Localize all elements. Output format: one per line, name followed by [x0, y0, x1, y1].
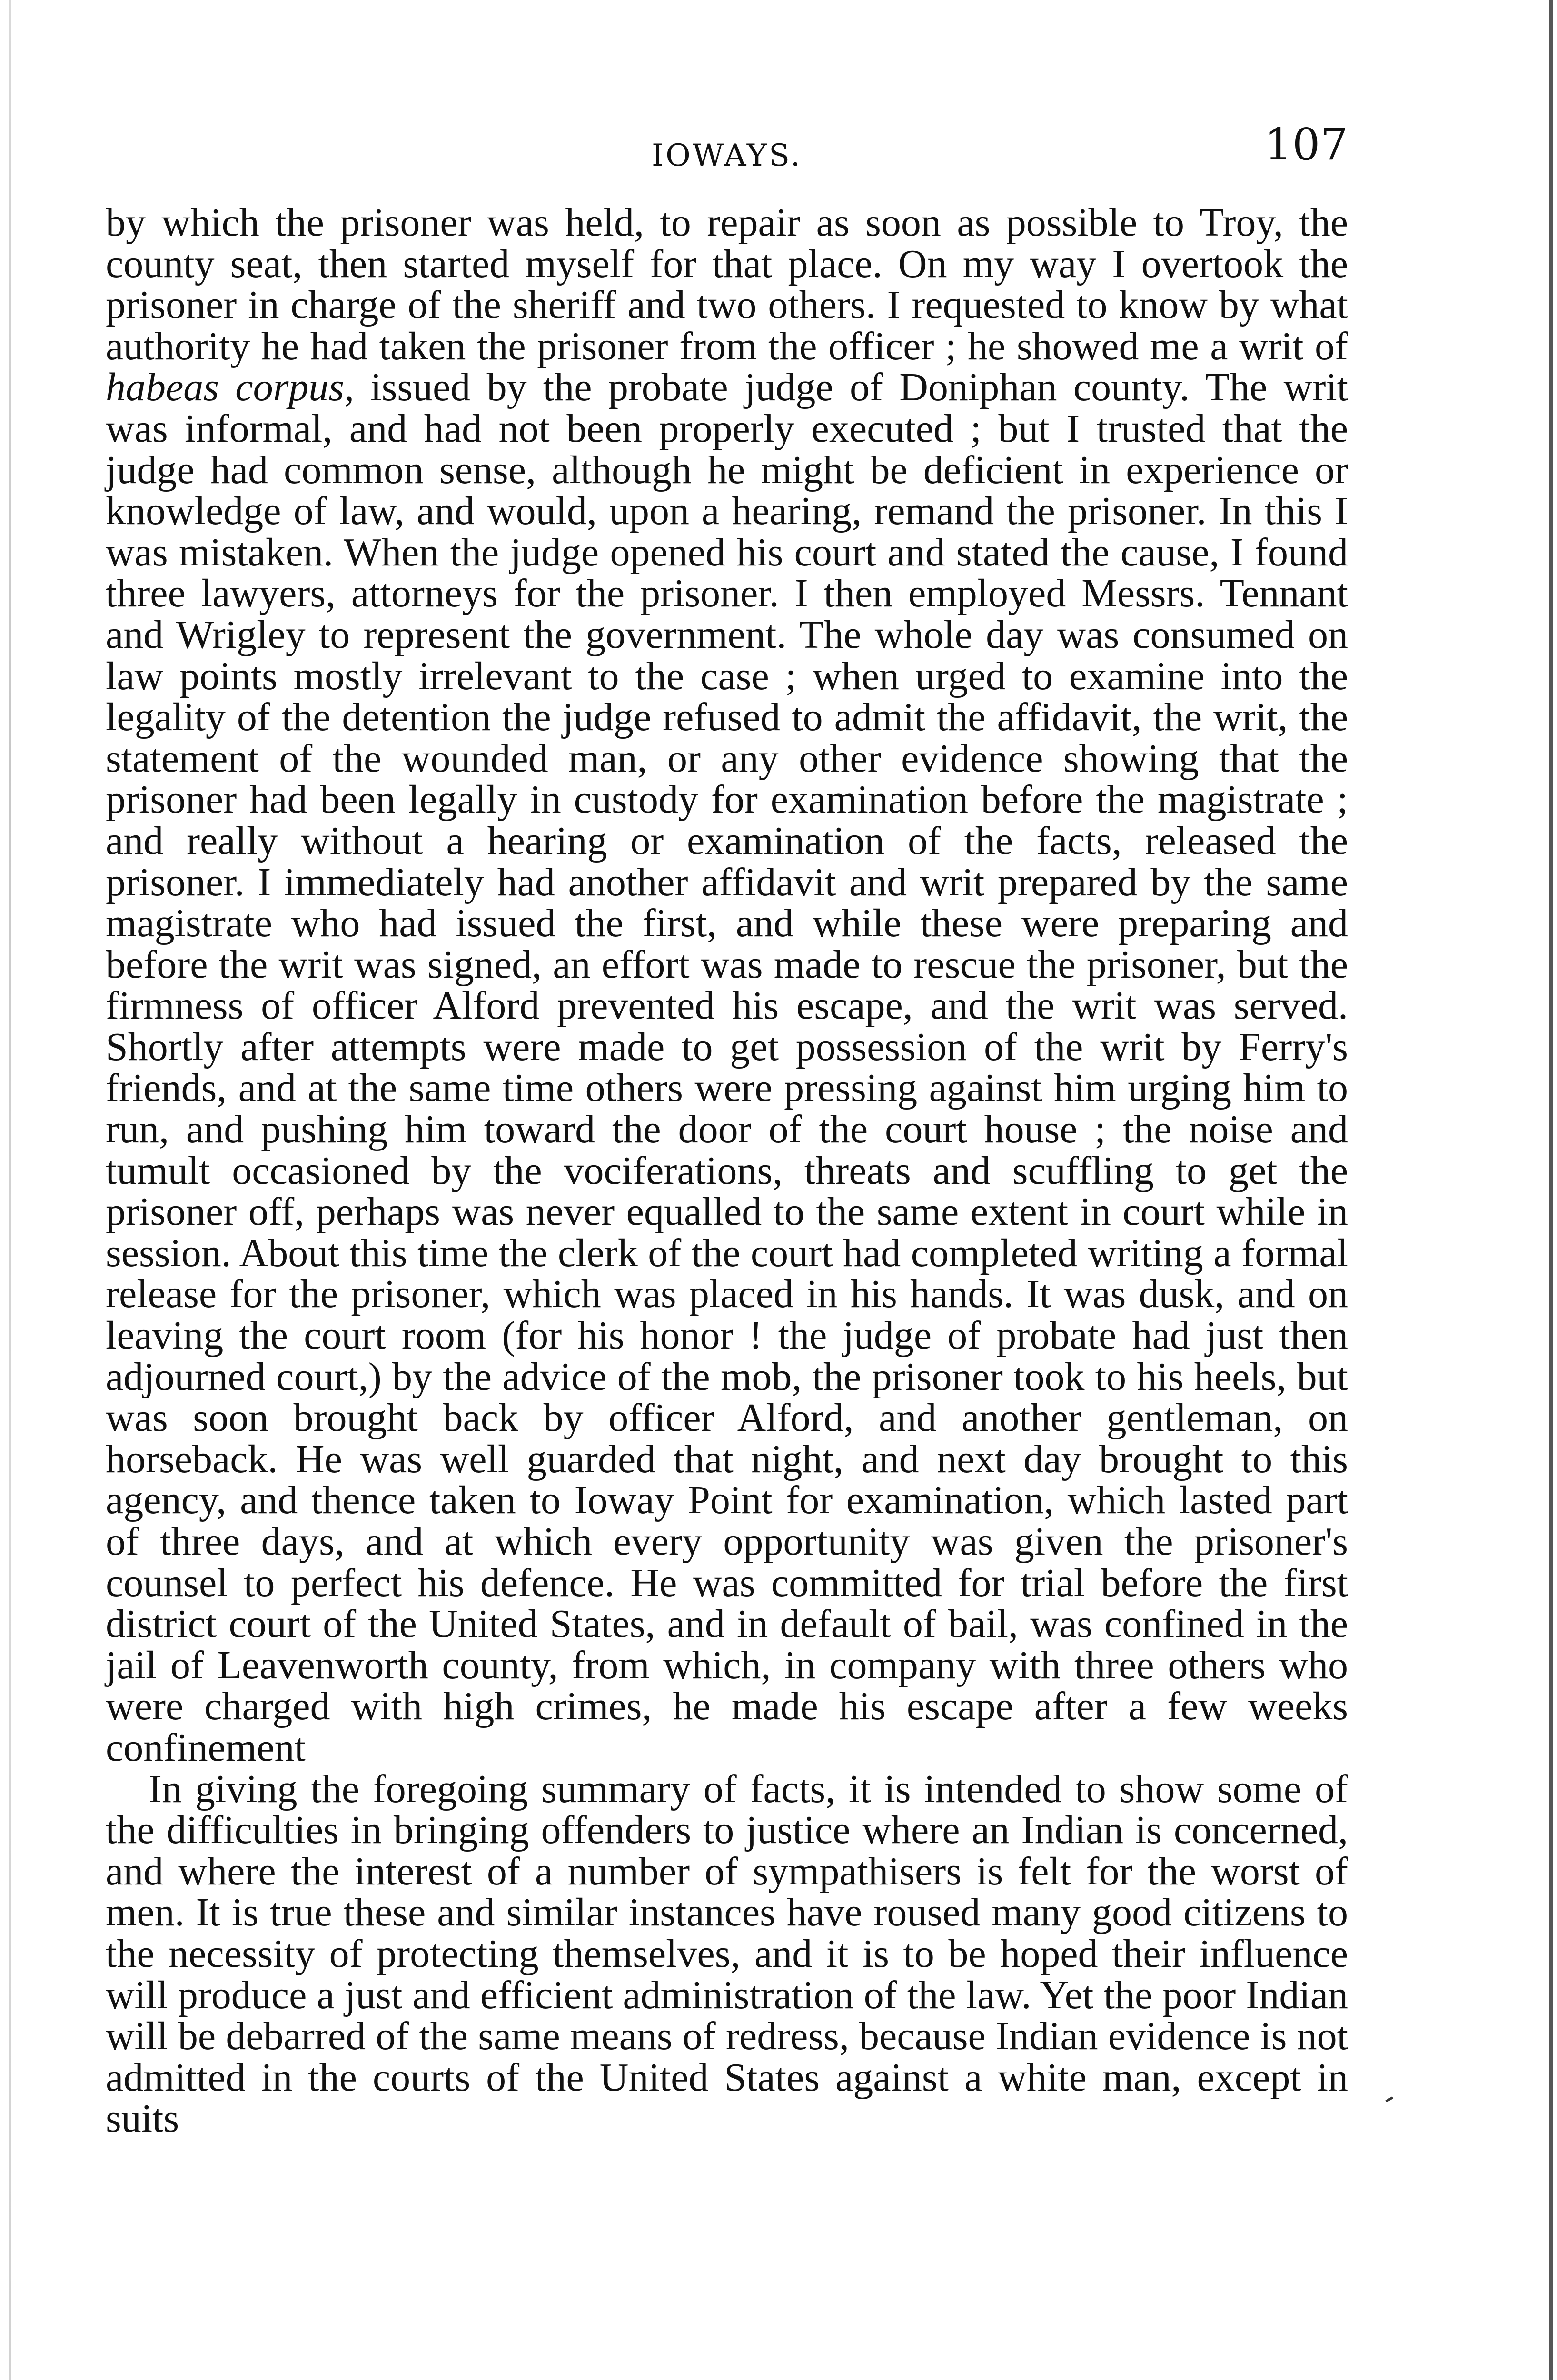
italic-term: habeas corpus — [106, 365, 344, 410]
page-edge-right — [1549, 0, 1553, 2380]
paragraph-1-part-b: , issued by the probate judge of Doniphan county. The writ was informal, and had not been properly executed ; but I trusted that the judge had common sense, although he might be deficient in experience or knowledge of law, and would, upon a hearing, remand the prisoner. In this I was mistaken. When the judge opened his court and stated the cause, I found three lawyers, attorneys for the prisoner. I then employed Messrs. Tennant and Wrigley to represent the government. The whole day was consumed on law points mostly irrelevant to the case ; when urged to examine into the legality of the detention the judge refused to admit the affidavit, the writ, the statement of the wounded man, or any other evidence showing that the prisoner had been legally in custody for examination before the magistrate ; and really without a hearing or examination of the facts, released the prisoner. I immediately had another affidavit and writ prepared by the same magistrate who had issued the first, and while these were preparing and before the writ was signed, an effort was made to rescue the prisoner, but the firmness of officer Alford prevented his escape, and the writ was served. Shortly after attempts were made to get possession of the writ by Ferry's friends, and at the same time others were pressing against him urging him to run, and pushing him toward the door of the court house ; the noise and tumult occasioned by the vociferations, threats and scuffling to get the prisoner off, perhaps was never equalled to the same extent in court while in session. About this time the clerk of the court had completed writing a formal release for the prisoner, which was placed in his hands. It was dusk, and on leaving the court room (for his honor ! the judge of probate had just then adjourned court,) by the advice of the mob, the prisoner took to his heels, but was soon brought back by officer Alford, and another gentleman, on horseback. He was well guarded that night, and next day brought to this agency, and thence taken to Ioway Point for examination, which lasted part of three days, and at which every opportunity was given the prisoner's counsel to perfect his defence. He was committed for trial before the first district court of the United States, and in default of bail, was confined in the jail of Leavenworth county, from which, in company with three others who were charged with high crimes, he made his escape after a few weeks confinement — [106, 365, 1348, 1770]
page-edge-left — [9, 0, 11, 2380]
margin-pencil-mark: ˗ — [1374, 2077, 1403, 2117]
paragraph-1 — [106, 202, 1348, 1769]
body-text — [106, 202, 1348, 2140]
running-head: IOWAYS. — [651, 138, 803, 173]
paragraph-1-part-a: by which the prisoner was held, to repair as soon as possible to Troy, the county seat, then started myself for that place. On my way I overtook the prisoner in charge of the sheriff and two others. I requested to know by what authority he had taken the prisoner from the officer ; he showed me a writ of — [106, 200, 1348, 368]
page-number: 107 — [1264, 119, 1348, 170]
page-header — [106, 119, 1348, 176]
paragraph-2: In giving the foregoing summary of facts, it is intended to show some of the difficulties in bringing offenders to justice where an Indian is concerned, and where the interest of a number of sympathisers is felt for the worst of men. It is true these and similar instances have roused many good citizens to the necessity of protecting themselves, and it is to be hoped their influence will produce a just and efficient administration of the law. Yet the poor Indian will be debarred of the same means of redress, because Indian evidence is not admitted in the courts of the United States against a white man, except in suits — [106, 1766, 1348, 2141]
